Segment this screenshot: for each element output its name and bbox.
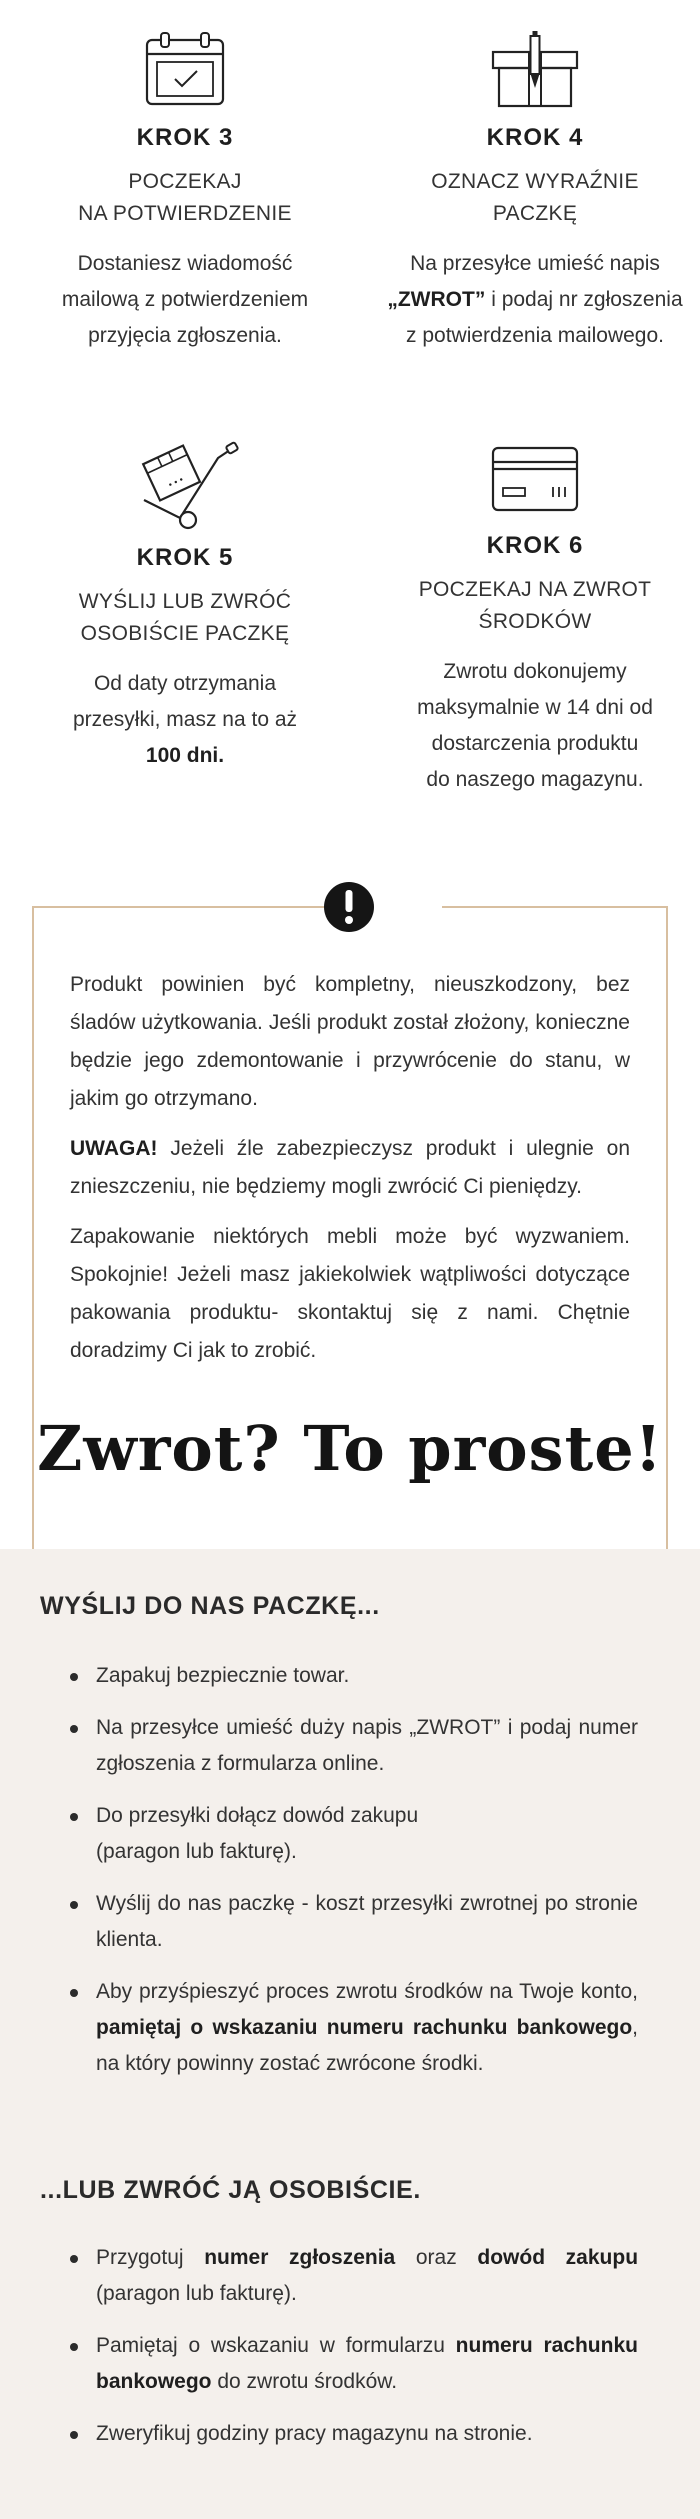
step-4-title: KROK 4 — [486, 124, 584, 151]
list-item-text: Przygotuj — [96, 2246, 184, 2269]
step-4-subtitle-line: OZNACZ WYRAŹNIE — [431, 170, 639, 193]
step-3-title: KROK 3 — [136, 124, 234, 151]
list-item-bold: pamiętaj o wskazaniu numeru rachunku bankowego — [96, 2016, 633, 2039]
step-5-subtitle — [20, 586, 350, 650]
list-item-bold: dowód zakupu — [477, 2246, 639, 2269]
calendar-check-icon — [137, 30, 233, 110]
step-3-subtitle-line: NA POTWIERDZENIE — [78, 202, 292, 225]
list-item: Na przesyłce umieść duży napis „ZWROT” i podaj numer zgłoszenia z formularza online. — [62, 1710, 638, 1782]
send-section-title: WYŚLIJ DO NAS PACZKĘ... — [40, 1592, 380, 1620]
step-3-description — [20, 246, 350, 354]
step-6-title: KROK 6 — [486, 532, 584, 559]
personal-steps-list — [62, 2240, 638, 2468]
step-3 — [20, 30, 350, 354]
notice-paragraph-3: Zapakowanie niektórych mebli może być wyzwaniem. Spokojnie! Jeżeli masz jakiekolwiek wątpliwości dotyczące pakowania produktu- skontaktuj się z nami. Chętnie doradzimy Ci jak to zrobić. — [70, 1225, 630, 1362]
step-6-description — [370, 654, 700, 798]
step-5-subtitle-line: OSOBIŚCIE PACZKĘ — [80, 622, 290, 645]
warning-text: Jeżeli źle zabezpieczysz produkt i ulegnie on znieszczeniu, nie będziemy mogli zwrócić Ci pieniędzy. — [70, 1137, 630, 1198]
list-item — [62, 1798, 638, 1870]
step-6-desc-line: dostarczenia produktu — [431, 732, 639, 755]
step-5-description — [20, 666, 350, 774]
list-item-text: oraz — [415, 2246, 457, 2269]
send-steps-list — [62, 1658, 638, 2098]
list-item-text: (paragon lub fakturę). — [96, 1840, 297, 1863]
list-item: Zapakuj bezpiecznie towar. — [62, 1658, 638, 1694]
step-3-subtitle-line: POCZEKAJ — [128, 170, 242, 193]
step-5 — [20, 438, 350, 774]
list-item: Zweryfikuj godziny pracy magazynu na stronie. — [62, 2416, 638, 2452]
step-6-desc-line: maksymalnie w 14 dni od — [417, 696, 653, 719]
list-item — [62, 1974, 638, 2082]
list-item-bold: numeru rachunku bankowego — [96, 2334, 638, 2393]
step-3-subtitle — [20, 166, 350, 230]
step-3-desc-line: Dostaniesz wiadomość — [77, 252, 293, 275]
step-6-subtitle-line: POCZEKAJ NA ZWROT — [418, 578, 652, 601]
step-5-desc-line — [20, 738, 350, 774]
warning-label: UWAGA! — [70, 1137, 158, 1160]
step-6 — [370, 438, 700, 798]
step-6-subtitle — [370, 574, 700, 638]
credit-card-icon — [487, 438, 583, 518]
step-4-desc-line: z potwierdzenia mailowego. — [406, 324, 664, 347]
step-4-description — [370, 246, 700, 354]
list-item-text: do zwrotu środków. — [217, 2370, 398, 2393]
list-item-text: (paragon lub fakturę). — [96, 2282, 297, 2305]
hand-truck-box-icon — [130, 438, 240, 530]
personal-section-title: ...LUB ZWRÓĆ JĄ OSOBIŚCIE. — [40, 2176, 421, 2204]
box-pen-icon — [485, 30, 585, 110]
list-item-text: Pamiętaj o wskazaniu w formularzu — [96, 2334, 445, 2357]
step-6-desc-line: do naszego magazynu. — [426, 768, 644, 791]
step-5-subtitle-line: WYŚLIJ LUB ZWRÓĆ — [78, 590, 292, 613]
step-5-desc-line: Od daty otrzymania — [93, 672, 277, 695]
list-item: Wyślij do nas paczkę - koszt przesyłki zwrotnej po stronie klienta. — [62, 1886, 638, 1958]
step-3-desc-line: przyjęcia zgłoszenia. — [88, 324, 282, 347]
list-item-text: Do przesyłki dołącz dowód zakupu — [96, 1804, 419, 1827]
step-4-desc-line — [370, 282, 700, 318]
list-item — [62, 2240, 638, 2312]
list-item — [62, 2328, 638, 2400]
step-4-subtitle — [370, 166, 700, 230]
step-4 — [370, 30, 700, 354]
list-item-text: Aby przyśpieszyć proces zwrotu środków na Twoje konto, — [96, 1980, 638, 2003]
step-5-title: KROK 5 — [136, 544, 234, 571]
step-4-desc-text: i podaj nr zgłoszenia — [491, 288, 683, 311]
step-5-desc-line: przesyłki, masz na to aż — [72, 708, 298, 731]
step-6-subtitle-line: ŚRODKÓW — [478, 610, 592, 633]
notice-paragraph-1: Produkt powinien być kompletny, nieuszkodzony, bez śladów użytkowania. Jeśli produkt został złożony, konieczne będzie jego zdemontowanie i przywrócenie do stanu, w jakim go otrzymano. — [70, 973, 630, 1110]
exclamation-circle-icon — [318, 876, 380, 938]
step-4-desc-line: Na przesyłce umieść napis — [410, 252, 660, 275]
list-item-bold: numer zgłoszenia — [204, 2246, 396, 2269]
step-3-desc-line: mailową z potwierdzeniem — [61, 288, 309, 311]
return-headline: Zwrot? To proste! — [37, 1412, 663, 1485]
days-count: 100 dni. — [145, 744, 225, 767]
notice-text — [70, 966, 630, 1382]
step-6-desc-line: Zwrotu dokonujemy — [443, 660, 627, 683]
step-4-subtitle-line: PACZKĘ — [492, 202, 578, 225]
notice-paragraph-2 — [70, 1130, 630, 1206]
zwrot-label: „ZWROT” — [387, 288, 486, 311]
list-item-text: , na który powinny zostać zwrócone środki. — [96, 2016, 638, 2075]
